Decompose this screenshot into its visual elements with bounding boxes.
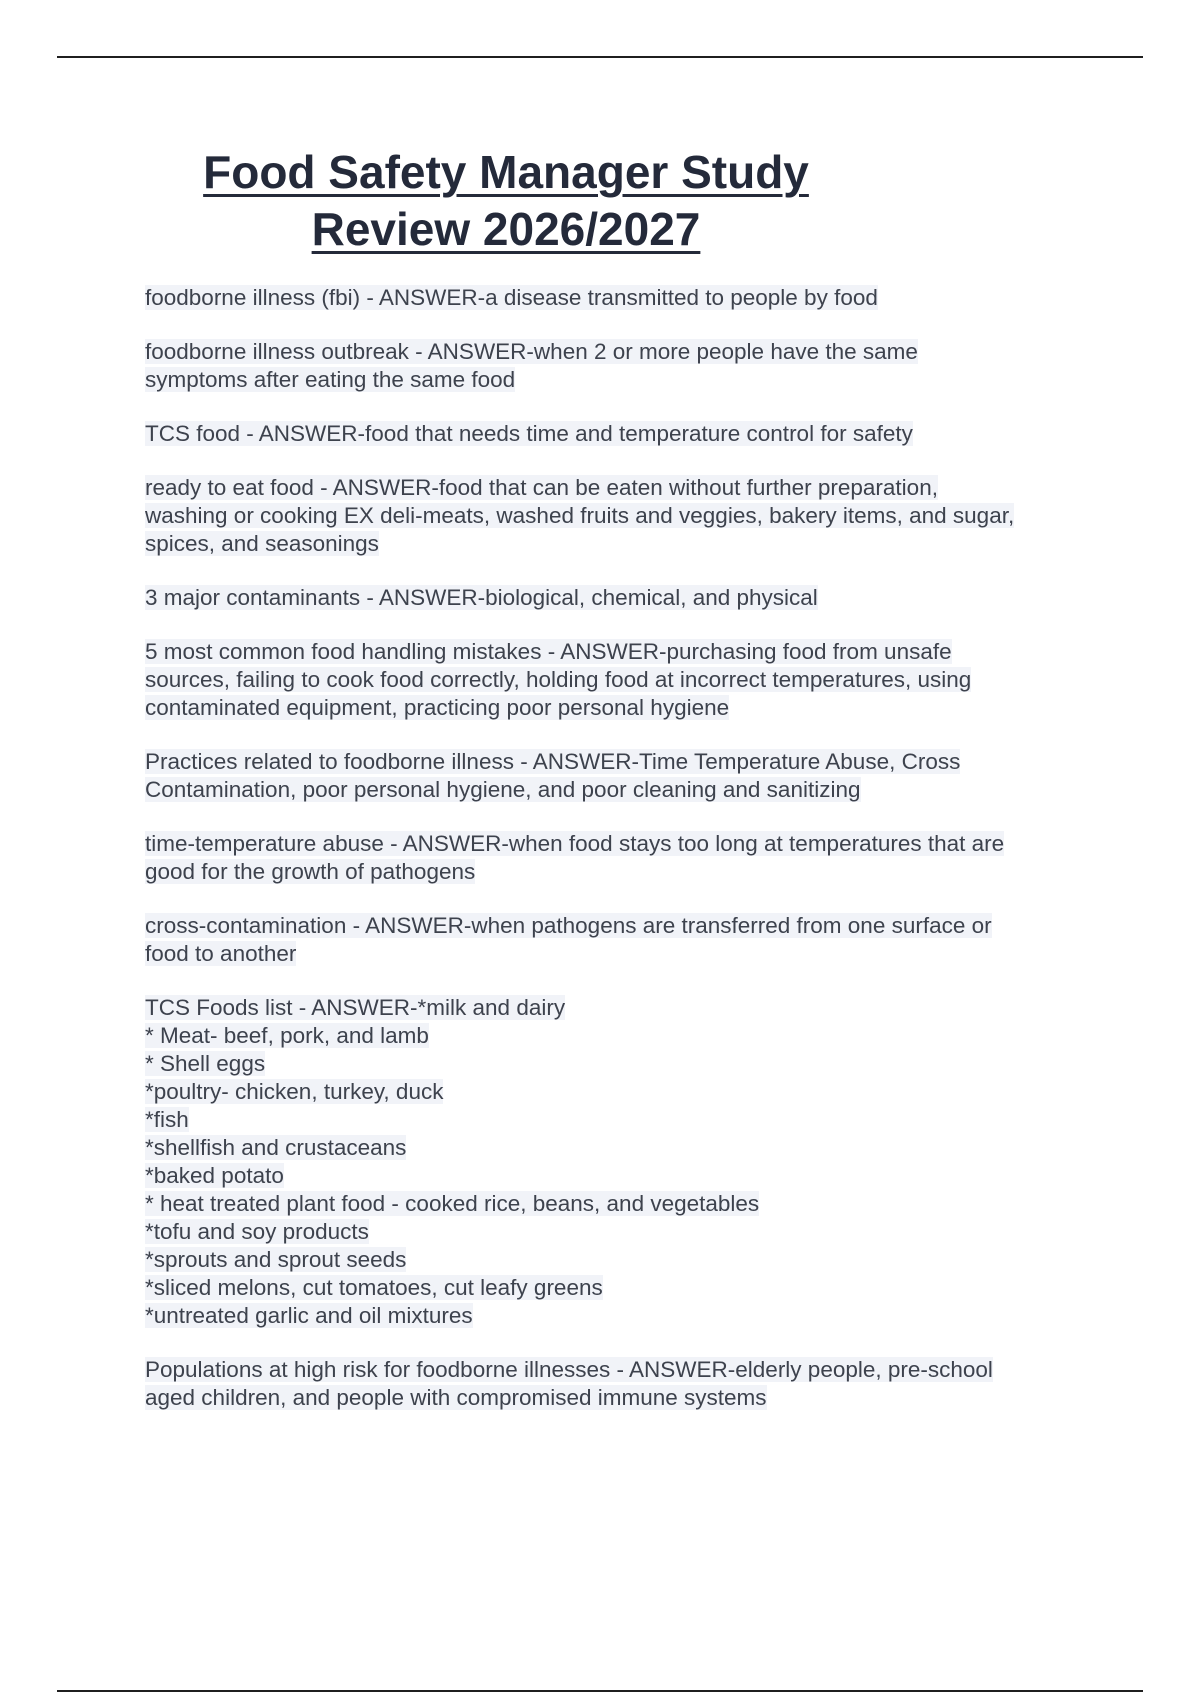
title-line-1: Food Safety Manager Study [203, 146, 809, 198]
qa-line [145, 1162, 1105, 1190]
qa-line [145, 694, 1105, 722]
qa-line-text: 5 most common food handling mistakes - ANSWER-purchasing food from unsafe [145, 639, 952, 664]
qa-line [145, 366, 1105, 394]
qa-line [145, 1190, 1105, 1218]
qa-line [145, 666, 1105, 694]
qa-entry [145, 1356, 1105, 1412]
title-line-2: Review 2026/2027 [311, 203, 701, 255]
qa-line [145, 1050, 1105, 1078]
qa-entry [145, 420, 1105, 448]
qa-line [145, 502, 1105, 530]
qa-line-text: cross-contamination - ANSWER-when pathogens are transferred from one surface or [145, 913, 992, 938]
qa-line-text: * Shell eggs [145, 1051, 266, 1076]
qa-entry [145, 584, 1105, 612]
qa-line-text: ready to eat food - ANSWER-food that can be eaten without further preparation, [145, 475, 938, 500]
qa-line [145, 1022, 1105, 1050]
qa-line [145, 748, 1105, 776]
qa-line-text: good for the growth of pathogens [145, 859, 476, 884]
qa-line-text: food to another [145, 941, 297, 966]
qa-line [145, 1218, 1105, 1246]
qa-line-text: *baked potato [145, 1163, 284, 1188]
qa-line [145, 1078, 1105, 1106]
qa-line-text: *poultry- chicken, turkey, duck [145, 1079, 444, 1104]
qa-line [145, 584, 1105, 612]
qa-line [145, 638, 1105, 666]
qa-line [145, 1384, 1105, 1412]
qa-line [145, 912, 1105, 940]
qa-line-text: symptoms after eating the same food [145, 367, 516, 392]
qa-line-text: *fish [145, 1107, 189, 1132]
qa-entry [145, 994, 1105, 1330]
qa-list [145, 284, 1105, 1438]
qa-entry [145, 638, 1105, 722]
qa-line [145, 1274, 1105, 1302]
qa-line [145, 858, 1105, 886]
qa-line-text: TCS Foods list - ANSWER-*milk and dairy [145, 995, 566, 1020]
qa-line-text: Practices related to foodborne illness - ANSWER-Time Temperature Abuse, Cross [145, 749, 961, 774]
qa-line-text: sources, failing to cook food correctly, holding food at incorrect temperatures, using [145, 667, 972, 692]
qa-line-text: foodborne illness (fbi) - ANSWER-a disease transmitted to people by food [145, 285, 878, 310]
qa-line [145, 1356, 1105, 1384]
qa-line [145, 1246, 1105, 1274]
qa-line [145, 338, 1105, 366]
qa-line [145, 420, 1105, 448]
qa-line [145, 1106, 1105, 1134]
bottom-rule [57, 1690, 1143, 1692]
qa-line-text: aged children, and people with compromised immune systems [145, 1385, 767, 1410]
qa-line-text: foodborne illness outbreak - ANSWER-when 2 or more people have the same [145, 339, 918, 364]
qa-line [145, 1134, 1105, 1162]
qa-line-text: *untreated garlic and oil mixtures [145, 1303, 473, 1328]
qa-line-text: * Meat- beef, pork, and lamb [145, 1023, 429, 1048]
qa-line [145, 530, 1105, 558]
qa-line-text: Contamination, poor personal hygiene, and poor cleaning and sanitizing [145, 777, 861, 802]
qa-line [145, 940, 1105, 968]
qa-line [145, 474, 1105, 502]
qa-entry [145, 912, 1105, 968]
qa-line-text: *tofu and soy products [145, 1219, 369, 1244]
qa-line-text: *shellfish and crustaceans [145, 1135, 407, 1160]
qa-line-text: time-temperature abuse - ANSWER-when food stays too long at temperatures that are [145, 831, 1005, 856]
qa-entry [145, 338, 1105, 394]
qa-line [145, 776, 1105, 804]
qa-line-text: washing or cooking EX deli-meats, washed fruits and veggies, bakery items, and sugar, [145, 503, 1015, 528]
qa-line-text: Populations at high risk for foodborne illnesses - ANSWER-elderly people, pre-school [145, 1357, 993, 1382]
document-title [186, 144, 826, 258]
qa-line [145, 284, 1105, 312]
qa-entry [145, 474, 1105, 558]
qa-line [145, 830, 1105, 858]
top-rule [57, 56, 1143, 58]
qa-line-text: * heat treated plant food - cooked rice, beans, and vegetables [145, 1191, 760, 1216]
qa-line [145, 1302, 1105, 1330]
qa-entry [145, 830, 1105, 886]
qa-line-text: TCS food - ANSWER-food that needs time and temperature control for safety [145, 421, 913, 446]
qa-entry [145, 284, 1105, 312]
qa-entry [145, 748, 1105, 804]
qa-line-text: *sprouts and sprout seeds [145, 1247, 407, 1272]
qa-line-text: contaminated equipment, practicing poor personal hygiene [145, 695, 730, 720]
qa-line-text: *sliced melons, cut tomatoes, cut leafy greens [145, 1275, 603, 1300]
qa-line-text: 3 major contaminants - ANSWER-biological, chemical, and physical [145, 585, 818, 610]
qa-line [145, 994, 1105, 1022]
qa-line-text: spices, and seasonings [145, 531, 379, 556]
